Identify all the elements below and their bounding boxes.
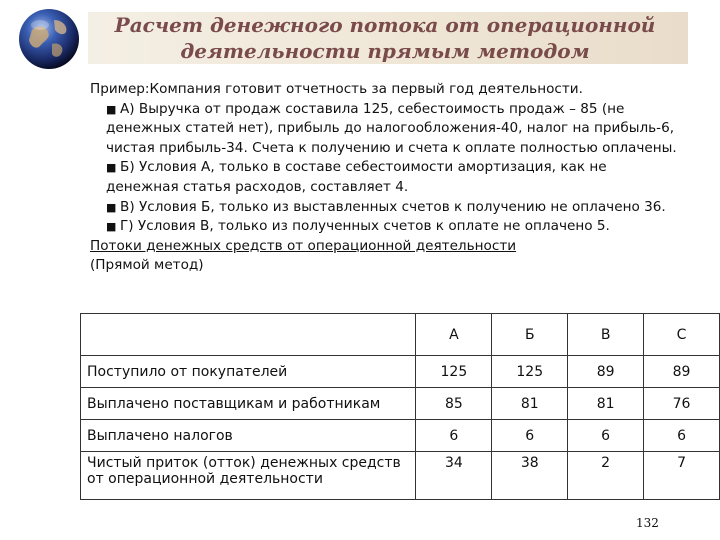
intro-line: Пример:Компания готовит отчетность за первый год деятельности. — [90, 81, 583, 97]
row-label: Поступило от покупателей — [81, 356, 416, 388]
table-cell: 76 — [644, 388, 720, 420]
table-header-row — [81, 314, 720, 356]
square-bullet-icon: ■ — [106, 102, 117, 116]
table-row — [81, 420, 720, 452]
table-cell: 85 — [416, 388, 492, 420]
bullet-d: ■ Г) Условия В, только из полученных счетов к оплате не оплачено 5. — [90, 217, 710, 237]
table-row — [81, 388, 720, 420]
column-header-v: В — [568, 314, 644, 356]
table-cell: 2 — [568, 452, 644, 500]
table-cell: 89 — [644, 356, 720, 388]
row-label: Выплачено поставщикам и работникам — [81, 388, 416, 420]
slide-title — [100, 12, 670, 64]
table-cell: 125 — [416, 356, 492, 388]
header-empty-cell — [81, 314, 416, 356]
column-header-a: А — [416, 314, 492, 356]
intro-text — [90, 80, 710, 276]
title-line-2: деятельности прямым методом — [180, 39, 590, 63]
column-header-b: Б — [492, 314, 568, 356]
globe-icon — [18, 8, 80, 70]
table-cell: 125 — [492, 356, 568, 388]
table-cell: 7 — [644, 452, 720, 500]
table-row — [81, 452, 720, 500]
bullet-b-cont-1: денежная статья расходов, составляет 4. — [106, 178, 409, 195]
bullet-b: ■ Б) Условия А, только в составе себестоимости амортизация, как не — [90, 158, 710, 178]
square-bullet-icon: ■ — [106, 161, 117, 175]
square-bullet-icon: ■ — [106, 220, 117, 234]
table-cell: 6 — [644, 420, 720, 452]
square-bullet-icon: ■ — [106, 200, 117, 214]
table-cell: 34 — [416, 452, 492, 500]
table-cell: 81 — [568, 388, 644, 420]
title-line-1: Расчет денежного потока от операционной — [114, 13, 656, 37]
table-row — [81, 356, 720, 388]
bullet-a-cont-1: денежных статей нет), прибыль до налогообложения-40, налог на прибыль-6, — [106, 120, 675, 137]
cash-flow-table — [80, 313, 720, 500]
table-cell: 6 — [416, 420, 492, 452]
table-cell: 6 — [492, 420, 568, 452]
bullet-c: ■ В) Условия Б, только из выставленных счетов к получению не оплачено 36. — [90, 198, 710, 218]
flows-heading: Потоки денежных средств от операционной деятельности — [90, 237, 517, 254]
page-number: 132 — [636, 516, 659, 530]
method-note: (Прямой метод) — [90, 257, 204, 274]
table-cell: 89 — [568, 356, 644, 388]
table-cell: 81 — [492, 388, 568, 420]
table-cell: 38 — [492, 452, 568, 500]
bullet-a: ■ А) Выручка от продаж составила 125, себестоимость продаж – 85 (не — [90, 100, 710, 120]
table-cell: 6 — [568, 420, 644, 452]
row-label: Чистый приток (отток) денежных средств от операционной деятельности — [81, 452, 416, 500]
bullet-a-cont-2: чистая прибыль-34. Счета к получению и счета к оплате полностью оплачены. — [106, 139, 677, 156]
row-label: Выплачено налогов — [81, 420, 416, 452]
column-header-c: С — [644, 314, 720, 356]
